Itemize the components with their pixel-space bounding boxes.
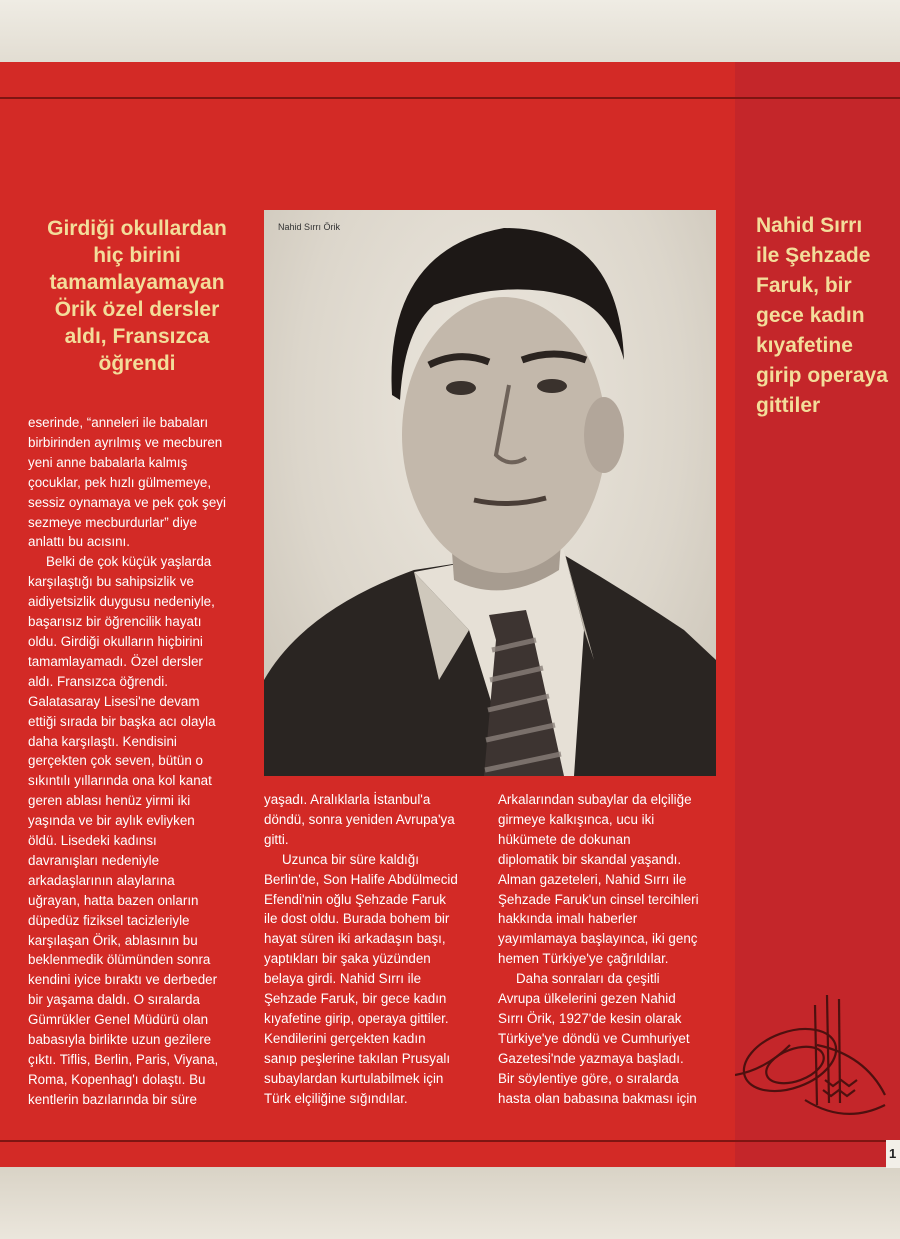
pull-quote-line: girip operaya bbox=[756, 364, 888, 387]
text-line: uğrayan, hatta bazen onların bbox=[28, 892, 199, 908]
text-line: kentlerin bazılarında bir süre bbox=[28, 1091, 197, 1107]
article-column-2 bbox=[264, 790, 486, 1109]
text-line: girmeye kalkışınca, ucu iki bbox=[498, 811, 655, 827]
text-line: subaylardan kurtulabilmek için bbox=[264, 1070, 444, 1086]
text-line: oldu. Girdiği okulların hiçbirini bbox=[28, 633, 203, 649]
text-line: Avrupa ülkelerini gezen Nahid bbox=[498, 991, 676, 1007]
text-line: birbirinden ayrılmış ve mecburen bbox=[28, 434, 223, 450]
text-line: yaptıkları bir şaka yüzünden bbox=[264, 951, 431, 967]
top-rule bbox=[0, 97, 900, 99]
text-line: ettiği sırada bir başka acı olayla bbox=[28, 713, 216, 729]
text-line: düpedüz fiziksel tacizleriyle bbox=[28, 912, 190, 928]
text-line: arkadaşlarının alaylarına bbox=[28, 872, 175, 888]
text-line: hükümete de dokunan bbox=[498, 831, 631, 847]
text-line: davranışları nedeniyle bbox=[28, 852, 160, 868]
paragraph bbox=[28, 552, 248, 1109]
page-number: 1 bbox=[886, 1140, 900, 1168]
text-line: daha karşılaştı. Kendisini bbox=[28, 733, 177, 749]
text-line: Daha sonraları da çeşitli bbox=[516, 971, 660, 987]
paragraph bbox=[28, 413, 248, 552]
text-line: aldı. Fransızca öğrendi. bbox=[28, 673, 168, 689]
article-column-3 bbox=[498, 790, 720, 1109]
text-line: Bir söylentiye göre, o sıralarda bbox=[498, 1070, 679, 1086]
text-line: anlattı bu acısını. bbox=[28, 534, 130, 550]
pull-quote-right bbox=[756, 211, 896, 421]
pull-quote-line: tamamlayamayan bbox=[49, 271, 225, 294]
text-line: Gazetesi'nde yazmaya başladı. bbox=[498, 1050, 684, 1066]
text-line: sıkıntılı yıllarında ona kol kanat bbox=[28, 773, 212, 789]
pull-quote-line: gece kadın bbox=[756, 304, 865, 327]
text-line: gitti. bbox=[264, 831, 289, 847]
pull-quote-left bbox=[22, 215, 252, 377]
text-line: öldü. Lisedeki kadınsı bbox=[28, 833, 157, 849]
pull-quote-line: kıyafetine bbox=[756, 334, 853, 357]
text-line: Galatasaray Lisesi'ne devam bbox=[28, 693, 200, 709]
pull-quote-line: aldı, Fransızca bbox=[64, 325, 210, 348]
pull-quote-line: Girdiği okullardan bbox=[47, 217, 227, 240]
text-line: sessiz oynamaya ve pek çok şeyi bbox=[28, 494, 226, 510]
paragraph bbox=[264, 850, 486, 1109]
text-line: Uzunca bir süre kaldığı bbox=[282, 851, 419, 867]
text-line: geren ablası henüz yirmi iki bbox=[28, 793, 191, 809]
pull-quote-line: öğrendi bbox=[98, 352, 176, 375]
text-line: Kendilerini gerçekten kadın bbox=[264, 1030, 426, 1046]
article-column-1 bbox=[28, 413, 248, 1110]
text-line: eserinde, “anneleri ile babaları bbox=[28, 415, 209, 430]
text-line: diplomatik bir skandal yaşandı. bbox=[498, 851, 682, 867]
paragraph bbox=[498, 790, 720, 969]
text-line: Belki de çok küçük yaşlarda bbox=[46, 554, 212, 570]
text-line: Efendi'nin oğlu Şehzade Faruk bbox=[264, 891, 446, 907]
text-line: yeni anne babalarla kalmış bbox=[28, 454, 188, 470]
tughra-icon bbox=[735, 985, 900, 1135]
text-line: gerçekten çok seven, bütün o bbox=[28, 753, 203, 769]
pull-quote-line: ile Şehzade bbox=[756, 244, 871, 267]
text-line: sezmeye mecburdurlar” diye bbox=[28, 514, 197, 530]
text-line: Şehzade Faruk, bir gece kadın bbox=[264, 991, 447, 1007]
text-line: başarısız bir öğrencilik hayatı bbox=[28, 614, 202, 630]
text-line: çıktı. Tiflis, Berlin, Paris, Viyana, bbox=[28, 1052, 219, 1067]
text-line: Sırrı Örik, 1927'de kesin olarak bbox=[498, 1010, 682, 1026]
text-line: döndü, sonra yeniden Avrupa'ya bbox=[264, 811, 455, 827]
tughra-emblem bbox=[735, 985, 900, 1135]
text-line: babasıyla birlikte uzun gezilere bbox=[28, 1032, 212, 1048]
text-line: yaşadı. Aralıklarla İstanbul'a bbox=[264, 792, 431, 807]
text-line: sanıp peşlerine takılan Prusyalı bbox=[264, 1050, 451, 1066]
text-line: Arkalarından subaylar da elçiliğe bbox=[498, 792, 692, 807]
text-line: tamamlayamadı. Özel dersler bbox=[28, 653, 203, 669]
pull-quote-line: gittiler bbox=[756, 394, 821, 417]
text-line: hemen Türkiye'ye çağrıldılar. bbox=[498, 951, 669, 967]
text-line: karşılaşan Örik, ablasının bu bbox=[28, 932, 198, 948]
text-line: Türkiye'ye döndü ve Cumhuriyet bbox=[498, 1030, 690, 1046]
pull-quote-line: Örik özel dersler bbox=[54, 298, 220, 321]
text-line: belaya girdi. Nahid Sırrı ile bbox=[264, 971, 422, 987]
text-line: Şehzade Faruk'un cinsel tercihleri bbox=[498, 891, 699, 907]
photo-caption: Nahid Sırrı Örik bbox=[278, 222, 341, 232]
text-line: hakkında imalı haberler bbox=[498, 911, 638, 927]
text-line: Türk elçiliğine sığındılar. bbox=[264, 1090, 408, 1106]
text-line: kendini iyice bıraktı ve derbeder bbox=[28, 972, 218, 988]
paragraph bbox=[498, 969, 720, 1108]
bottom-rule bbox=[0, 1140, 900, 1142]
text-line: Roma, Kopenhag'ı dolaştı. Bu bbox=[28, 1071, 206, 1087]
text-line: ile dost oldu. Burada bohem bir bbox=[264, 911, 450, 927]
text-line: çocuklar, pek hızlı gülmemeye, bbox=[28, 474, 212, 490]
pull-quote-line: hiç birini bbox=[93, 244, 181, 267]
text-line: yaşında ve bir aylık evliyken bbox=[28, 813, 195, 829]
paper-bottom-margin bbox=[0, 1167, 900, 1239]
paragraph bbox=[264, 790, 486, 850]
paper-top-margin bbox=[0, 0, 900, 62]
text-line: Alman gazeteleri, Nahid Sırrı ile bbox=[498, 871, 687, 887]
text-line: hayat süren iki arkadaşın başı, bbox=[264, 931, 446, 947]
pull-quote-line: Nahid Sırrı bbox=[756, 214, 863, 237]
pull-quote-line: Faruk, bir bbox=[756, 274, 852, 297]
text-line: karşılaştığı bu sahipsizlik ve bbox=[28, 574, 194, 590]
text-line: yayımlamaya başlayınca, iki genç bbox=[498, 931, 698, 947]
portrait-photo bbox=[264, 210, 716, 776]
text-line: kıyafetine girip, operaya gittiler. bbox=[264, 1010, 449, 1026]
text-line: hasta olan babasına bakması için bbox=[498, 1090, 697, 1106]
text-line: Berlin'de, Son Halife Abdülmecid bbox=[264, 871, 458, 887]
text-line: Gümrükler Genel Müdürü olan bbox=[28, 1012, 209, 1028]
text-line: aidiyetsizlik duygusu nedeniyle, bbox=[28, 594, 215, 610]
text-line: beklenmedik ölümünden sonra bbox=[28, 952, 211, 968]
portrait-illustration bbox=[264, 210, 716, 776]
text-line: bir yaşama daldı. O sıralarda bbox=[28, 992, 200, 1008]
